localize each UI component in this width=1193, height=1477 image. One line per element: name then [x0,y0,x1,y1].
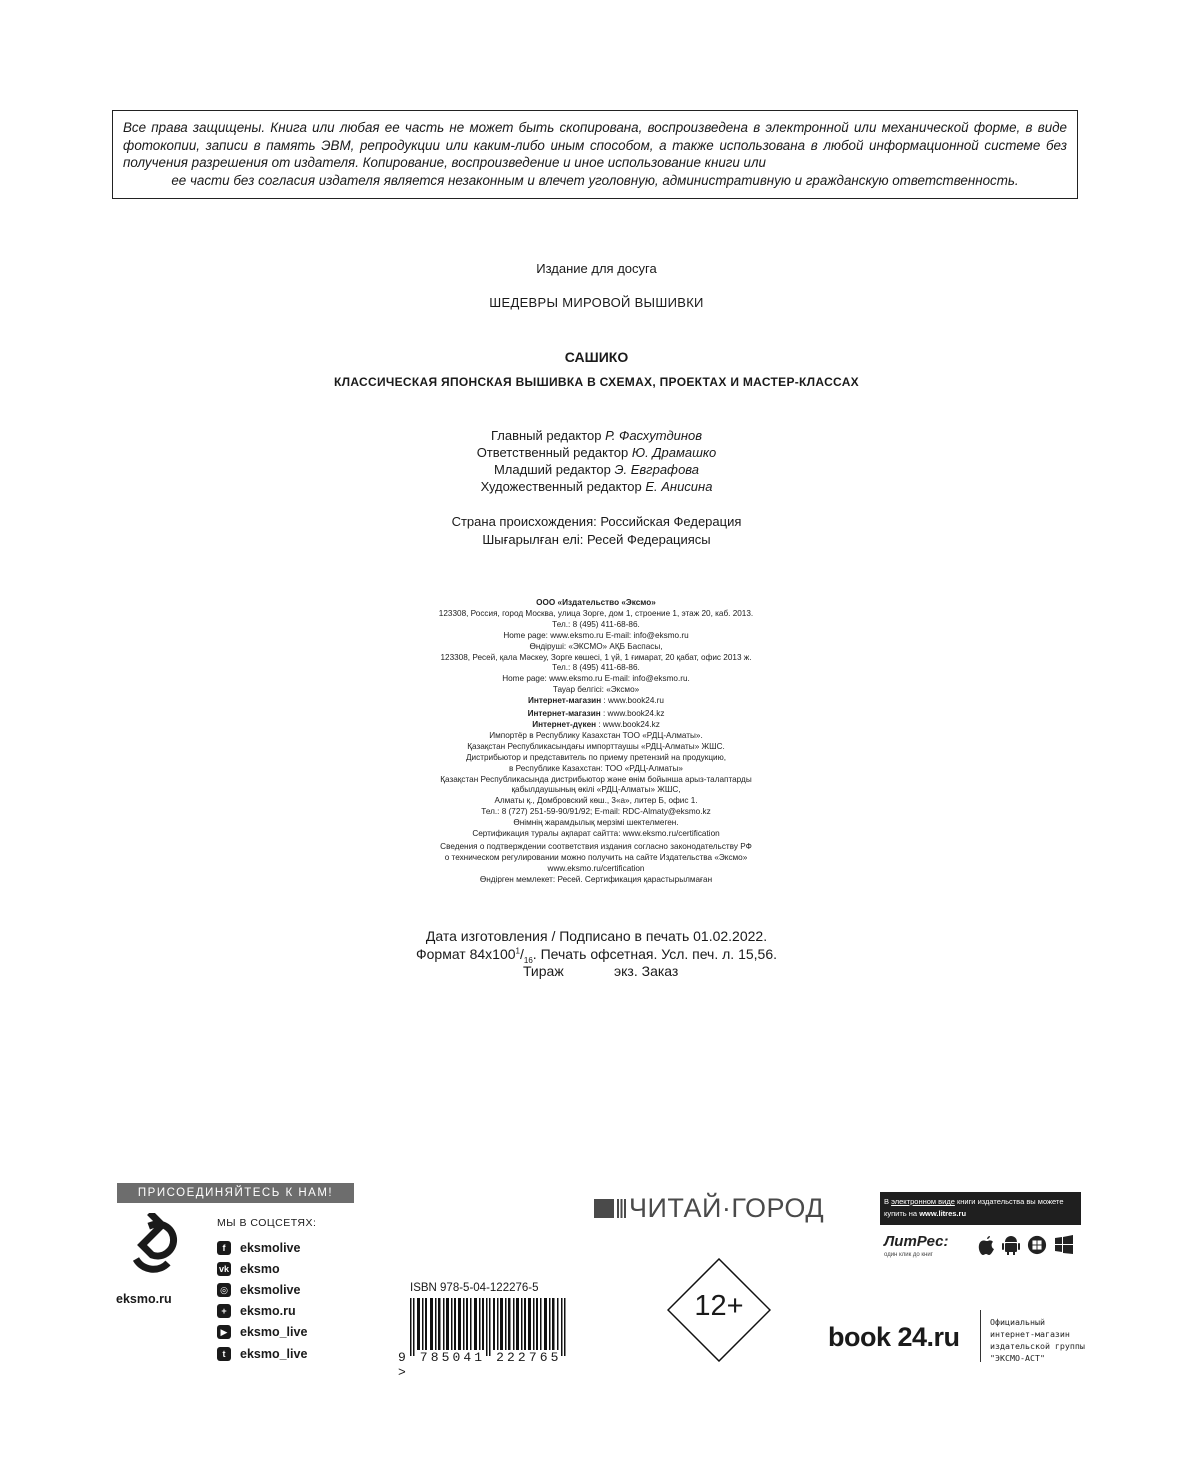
shop-label: Интернет-магазин [527,709,601,719]
publisher-line: Дистрибьютор и представитель по приему претензий на продукцию, [466,752,726,762]
editor-name: Э. Евграфова [614,462,700,477]
vk-icon: vk [218,1264,229,1274]
publisher-line: қабылдаушының өкілі «РДЦ-Алматы» ЖШС, [511,785,681,795]
editor-role: Художественный редактор [480,479,642,494]
litres-link[interactable]: электронном виде [891,1197,955,1206]
book-title: САШИКО [564,349,629,365]
print-order: экз. Заказ [614,963,679,979]
publisher-line: 123308, Россия, город Москва, улица Зорге, дом 1, строение 1, этаж 20, каб. 2013. [438,608,754,618]
social-label: eksmo [240,1262,280,1276]
publisher-line: Тел.: 8 (727) 251-59-90/91/92; E-mail: RDC-Almaty@eksmo.kz [481,807,711,817]
format-text-2: . Печать офсетная. Усл. печ. л. 15,56. [532,946,777,962]
litres-logo: ЛитРес: [884,1233,949,1250]
publisher-line: www.eksmo.ru/certification [547,863,645,873]
publisher-line: Өндірген мемлекет: Ресей. Сертификация қарастырылмаған [479,874,713,884]
editor-responsible [0,445,1193,460]
social-label: eksmo_live [240,1325,308,1339]
origin-country-kz: Шығарылған елі: Ресей Федерациясы [482,532,711,547]
social-site[interactable] [217,1302,296,1320]
shop-kz [396,709,796,720]
publisher-info [396,598,796,886]
social-label: eksmo_live [240,1347,308,1361]
facebook-icon: f [217,1241,231,1255]
social-title: МЫ В СОЦСЕТЯХ: [217,1217,317,1229]
social-vk[interactable] [217,1260,280,1278]
print-format [0,946,1193,965]
publisher-line: 123308, Ресей, қала Мәскеу, Зорге көшесі, 1 үй, 1 ғимарат, 20 қабат, офис 2013 ж. [440,652,752,662]
social-youtube[interactable] [217,1323,307,1341]
shop-label: Интернет-дүкен [532,719,597,729]
book24-desc-line: издательской группы [990,1341,1085,1351]
publisher-line: Тел.: 8 (495) 411-68-86. [552,663,640,673]
litres-site[interactable]: www.litres.ru [919,1209,967,1218]
book-subtitle: КЛАССИЧЕСКАЯ ЯПОНСКАЯ ВЫШИВКА В СХЕМАХ, ПРОЕКТАХ И МАСТЕР-КЛАССАХ [334,375,859,389]
publisher-line: Сведения о подтверждении соответствия издания согласно законодательству РФ [440,841,752,851]
chitai-bars-icon [617,1199,626,1218]
barcode-number: 9 785041 222765 > [398,1350,562,1380]
litres-tagline: один клик до книг [884,1252,933,1258]
editor-chief [0,428,1193,443]
youtube-icon: ▶ [217,1325,231,1339]
copyright-text-2: ее части без согласия издателя является незаконным и влечет уголовную, административную и гражданскую ответственность. [171,172,1019,188]
social-twitter[interactable] [217,1345,307,1363]
format-sup: 1 [515,946,520,956]
editor-name: Е. Анисина [645,479,713,494]
editor-role: Главный редактор [490,428,602,443]
edition-type: Издание для досуга [536,261,657,276]
book24-desc-line: Официальный [990,1317,1045,1327]
twitter-icon: t [217,1347,231,1361]
book24-desc-line: "ЭКСМО-АСТ" [990,1353,1045,1363]
barcode-icon [410,1298,568,1356]
shop-value: : www.book24.kz [596,719,660,729]
publisher-line: Өнімнің жарамдылық мерзімі шектелмеген. [513,818,679,828]
editor-name: Ю. Драмашко [631,445,717,460]
litres-text-2: книги издательства вы можете купить на [884,1197,1064,1218]
editor-art [0,479,1193,494]
shop-value: : www.book24.ru [601,696,664,706]
book24-logo: book 24.ru [828,1322,960,1352]
publisher-line: Home page: www.eksmo.ru E-mail: info@eksmo.ru. [502,674,690,684]
social-facebook[interactable] [217,1239,300,1257]
editor-role: Ответственный редактор [476,445,629,460]
series-name: ШЕДЕВРЫ МИРОВОЙ ВЫШИВКИ [489,295,704,310]
chitai-gorod-text: ЧИТАЙ·ГОРОД [629,1193,825,1223]
copyright-notice [112,110,1078,199]
chitai-gorod-logo [594,1193,824,1224]
editor-role: Младший редактор [493,462,611,477]
join-us-banner: ПРИСОЕДИНЯЙТЕСЬ К НАМ! [117,1183,354,1203]
publisher-line: Алматы қ., Домбровский көш., 3«а», литер Б, офис 1. [494,796,698,806]
book24-description [990,1316,1085,1364]
publisher-line: Сертификация туралы ақпарат сайтта: www.eksmo.ru/certification [472,829,720,839]
android-icon [1001,1234,1021,1256]
shop-ru [396,696,796,707]
age-rating: 12+ [694,1290,744,1322]
social-label: eksmolive [240,1241,301,1255]
publisher-line: Қазақстан Республикасындағы импорттаушы «РДЦ-Алматы» ЖШС. [467,741,725,751]
shop-label: Интернет-магазин [528,696,602,706]
publisher-line: Тауар белгісі: «Эксмо» [552,685,640,695]
editor-junior [0,462,1193,477]
social-instagram[interactable] [217,1281,300,1299]
publisher-line: Өндіруші: «ЭКСМО» АҚБ Баспасы, [529,641,663,651]
eksmo-site-icon: + [217,1304,231,1318]
publisher-line: Қазақстан Республикасында дистрибьютор және өнім бойынша арыз-талаптарды [440,774,752,784]
format-sub: 16 [523,955,533,965]
eksmo-logo-icon [122,1213,178,1283]
publisher-line: Импортёр в Республику Казахстан ТОО «РДЦ-Алматы». [489,730,703,740]
copyright-text-1: Все права защищены. Книга или любая ее часть не может быть скопирована, воспроизведена в электронной или механической форме, в виде фотокопии, записи в память ЭВМ, репродукции или каким-либо иным способом, а также использована в любой информационной системе без получения разрешения от издателя. Копирование, воспроизведение и иное использование книги или [123,120,1067,170]
social-label: eksmo.ru [240,1304,296,1318]
divider [980,1310,981,1362]
social-label: eksmolive [240,1283,301,1297]
publisher-line: Home page: www.eksmo.ru E-mail: info@eksmo.ru [503,630,689,640]
chitai-block-icon [594,1199,614,1218]
publisher-line: в Республике Казахстан: ТОО «РДЦ-Алматы» [509,763,683,773]
isbn: ISBN 978-5-04-122276-5 [410,1282,539,1294]
origin-country: Страна происхождения: Российская Федерация [451,514,742,529]
apple-icon [976,1234,996,1256]
format-slash: / [520,946,524,962]
format-text: Формат 84х100 [415,946,516,962]
publisher-line: о техническом регулировании можно получить на сайте Издательства «Эксмо» [444,852,748,862]
litres-banner [880,1192,1081,1225]
eksmo-site-label: eksmo.ru [116,1292,172,1306]
shop-kz-2 [396,720,796,731]
windows-phone-icon [1027,1234,1047,1256]
editor-name: Р. Фасхутдинов [605,428,703,443]
book24-desc-line: интернет-магазин [990,1329,1070,1339]
instagram-icon: ◎ [217,1283,231,1297]
publisher-line: Тел.: 8 (495) 411-68-86. [552,619,640,629]
shop-value: : www.book24.kz [600,709,665,719]
publisher-name: ООО «Издательство «Эксмо» [536,598,656,607]
print-tirage: Тираж [523,963,564,979]
windows-icon [1054,1234,1074,1256]
litres-text: В [884,1197,892,1206]
print-date: Дата изготовления / Подписано в печать 01.02.2022. [425,928,768,944]
